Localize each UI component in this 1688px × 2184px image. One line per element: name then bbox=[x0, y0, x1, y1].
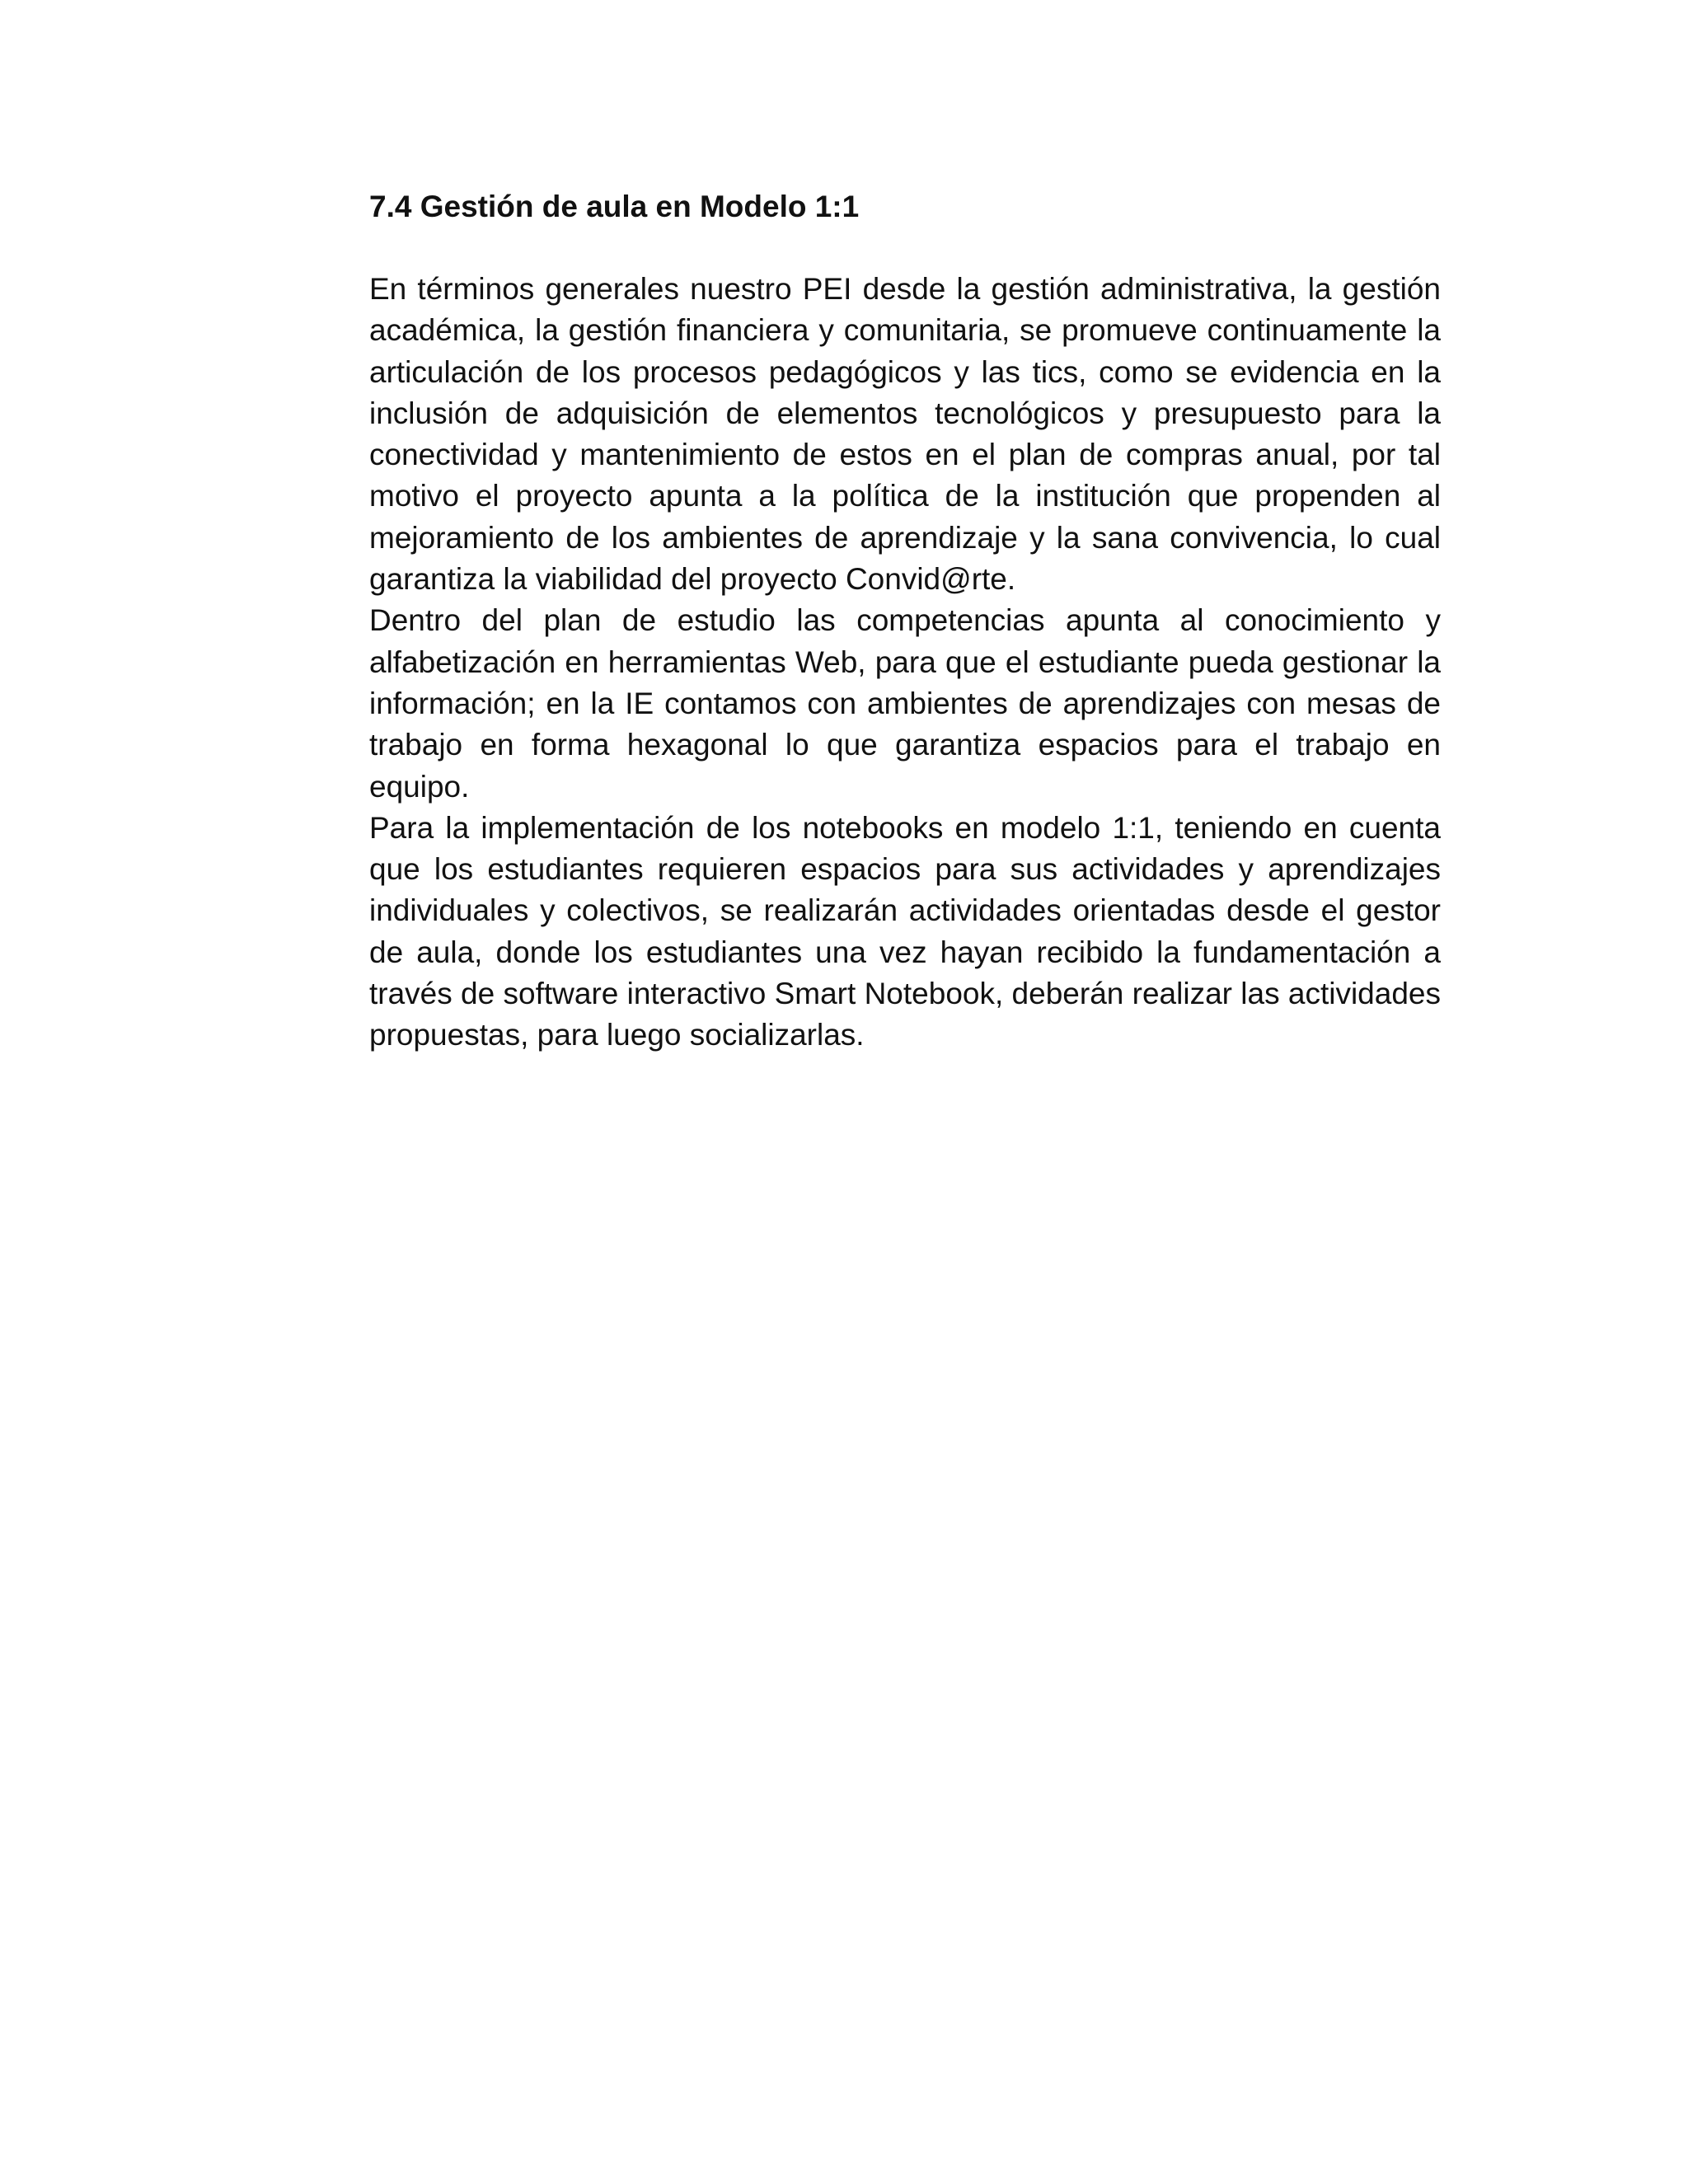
paragraph-study-plan: Dentro del plan de estudio las competencias apunta al conocimiento y alfabetización en herramientas Web, para que el estudiante pueda gestionar la información; en la IE contamos con ambientes de aprendizajes con mesas de trabajo en forma hexagonal lo que garantiza espacios para el trabajo en equipo. bbox=[369, 603, 1441, 804]
document-body bbox=[369, 186, 1441, 1057]
paragraph-pei-management: En términos generales nuestro PEI desde la gestión administrativa, la gestión académica, la gestión financiera y comunitaria, se promueve continuamente la articulación de los procesos pedagógicos y las tics, como se evidencia en la inclusión de adquisición de elementos tecnológicos y presupuesto para la conectividad y mantenimiento de estos en el plan de compras anual, por tal motivo el proyecto apunta a la política de la institución que propenden al mejoramiento de los ambientes de aprendizaje y la sana convivencia, lo cual garantiza la viabilidad del proyecto Convid@rte. bbox=[369, 272, 1441, 597]
paragraph-notebook-implementation: Para la implementación de los notebooks en modelo 1:1, teniendo en cuenta que los estudiantes requieren espacios para sus actividades y aprendizajes individuales y colectivos, se realizarán actividades orientadas desde el gestor de aula, donde los estudiantes una vez hayan recibido la fundamentación a través de software interactivo Smart Notebook, deberán realizar las actividades propuestas, para luego socializarlas. bbox=[369, 810, 1441, 1052]
section-heading: 7.4 Gestión de aula en Modelo 1:1 bbox=[369, 190, 860, 223]
